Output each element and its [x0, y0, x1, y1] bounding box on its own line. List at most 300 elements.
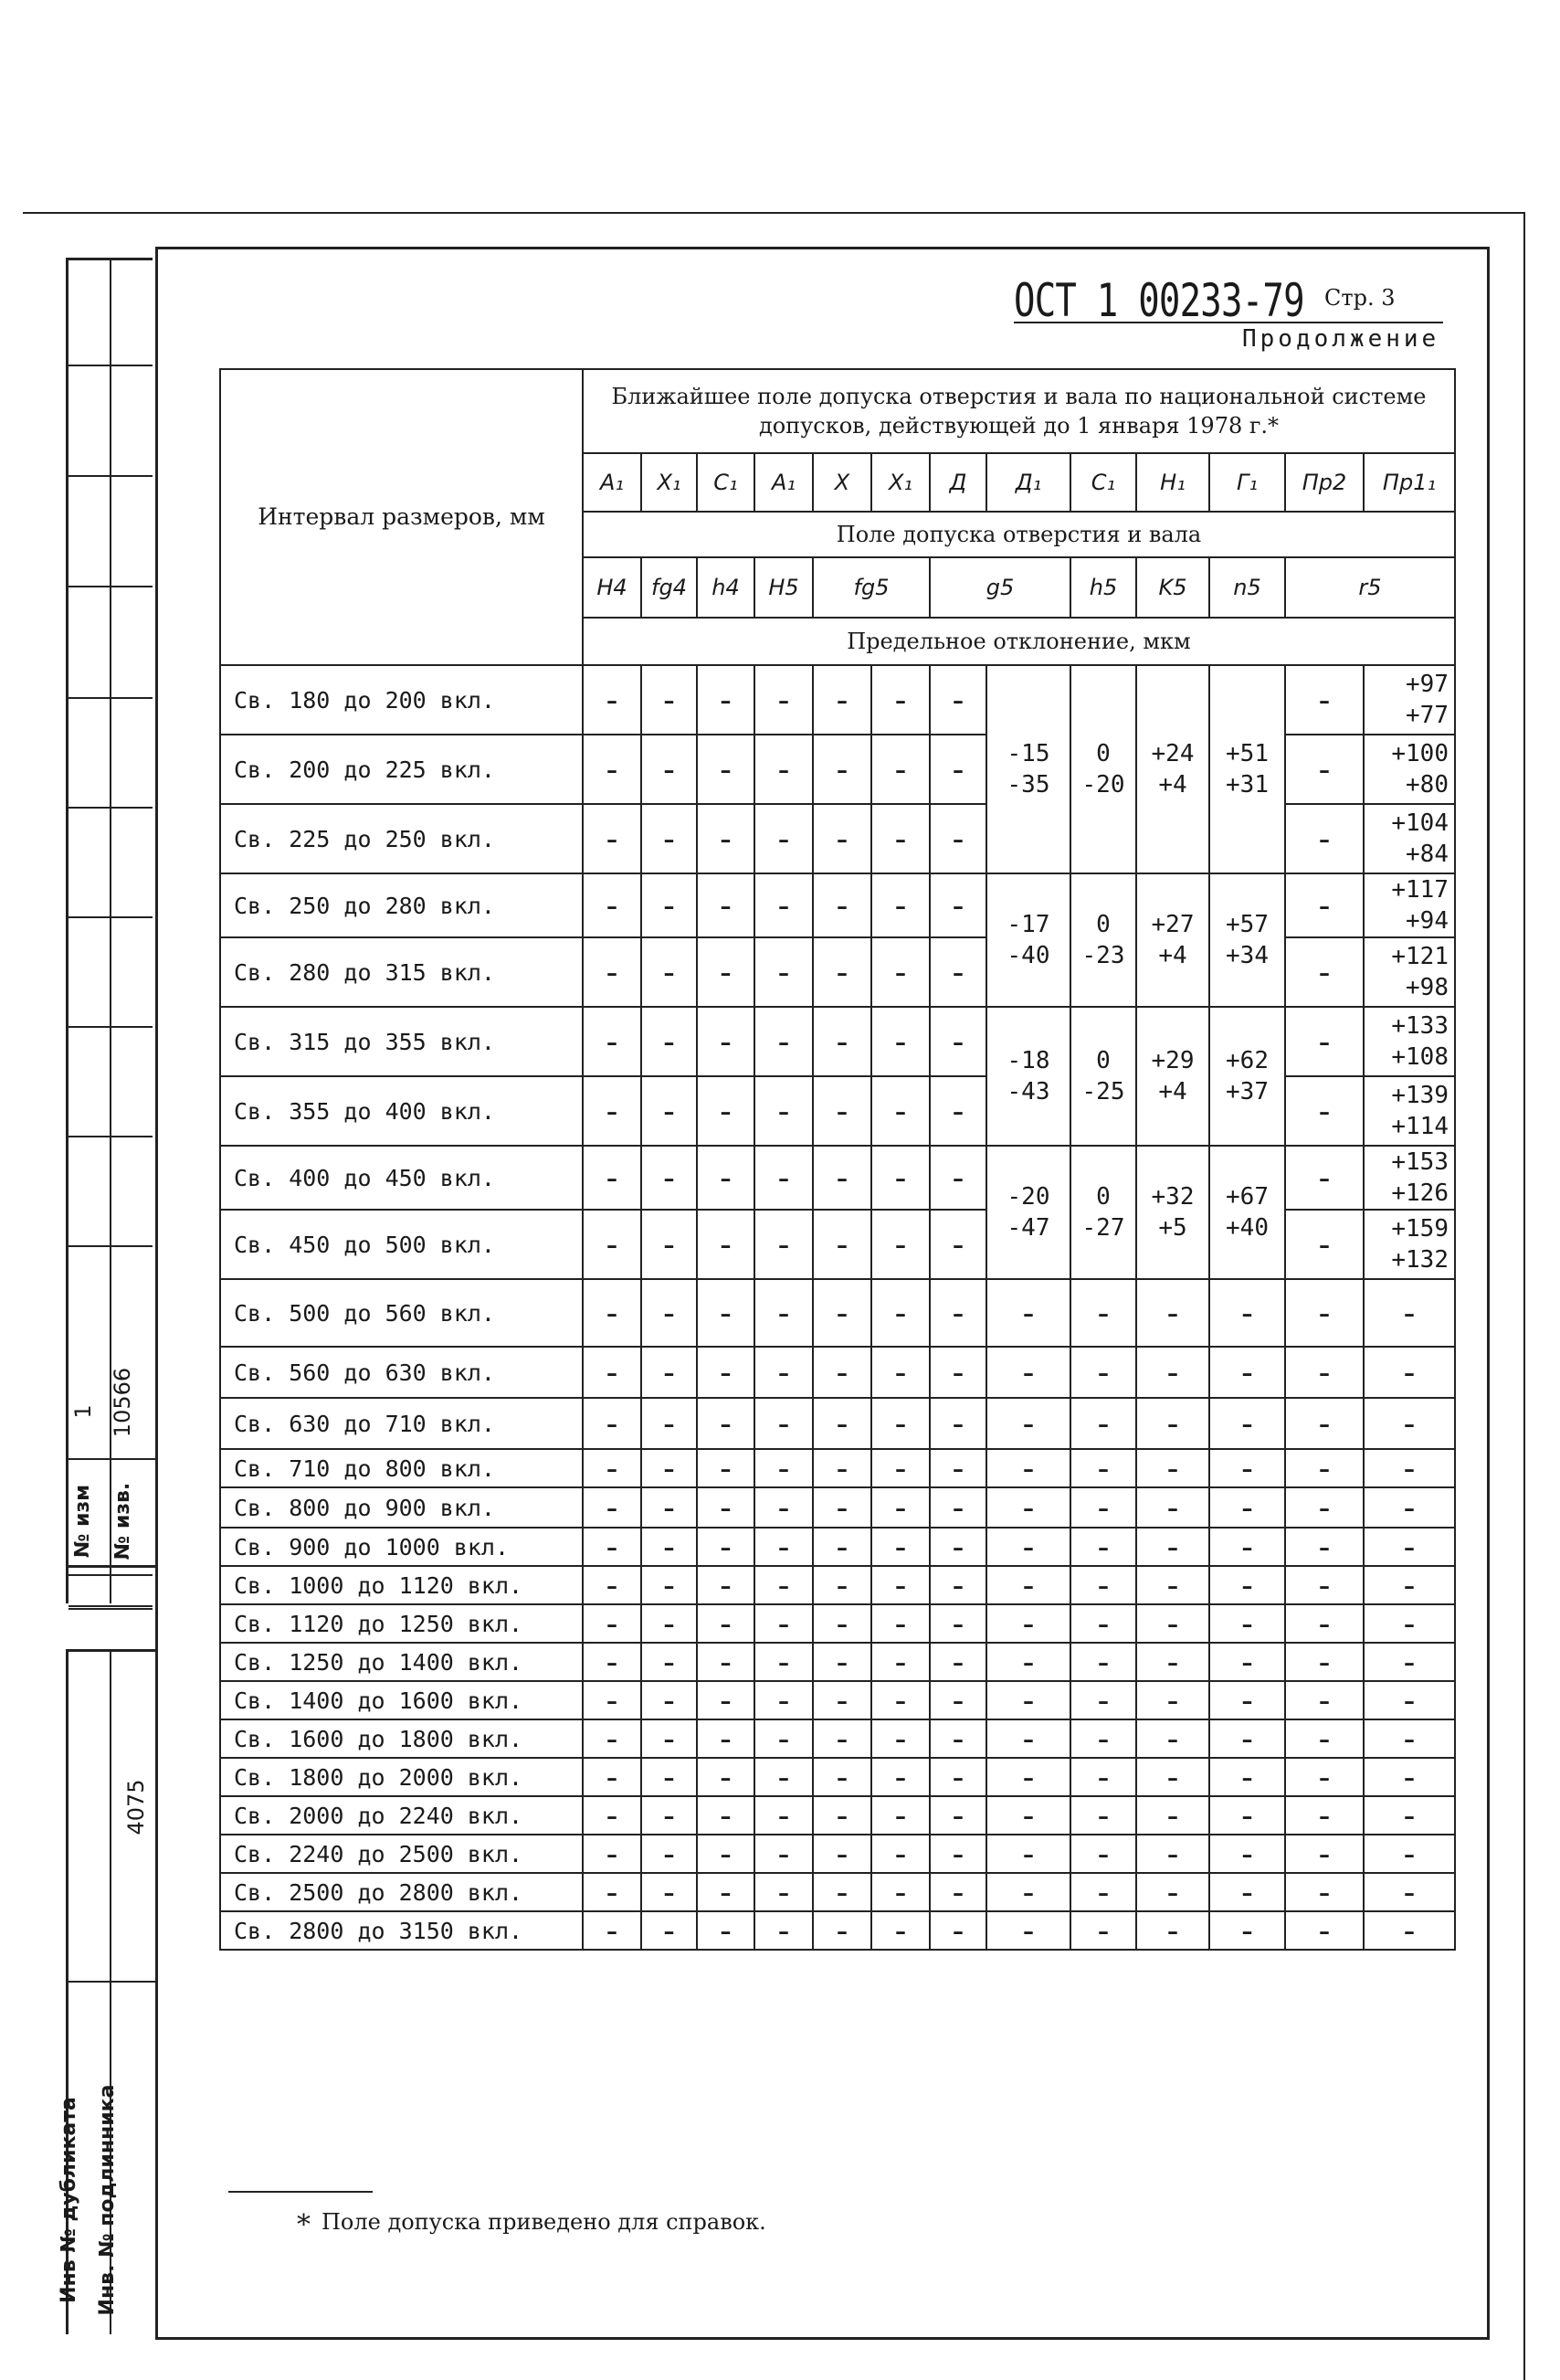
field-cell: g5 — [930, 557, 1070, 618]
dash-cell: – — [641, 1279, 697, 1347]
r5-cell — [1364, 937, 1455, 1007]
dash-cell: – — [1136, 1528, 1209, 1566]
dash-cell: – — [986, 1873, 1070, 1911]
dash-cell: – — [871, 1487, 930, 1528]
interval-header: Интервал размеров, мм — [220, 369, 583, 665]
dash-cell: – — [930, 1566, 986, 1604]
dash-cell: – — [697, 1643, 754, 1681]
pr2-dash-cell: – — [1285, 735, 1364, 804]
field-cell: h4 — [697, 557, 754, 618]
orig-label: Инв. № подлинника — [96, 2084, 119, 2316]
dash-cell: – — [1209, 1566, 1285, 1604]
dash-cell: – — [583, 1796, 641, 1835]
dash-cell: – — [583, 1347, 641, 1398]
dash-cell: – — [871, 804, 930, 873]
dash-cell: – — [1070, 1719, 1136, 1758]
dash-cell: – — [583, 1449, 641, 1487]
dash-cell: – — [1285, 1796, 1364, 1835]
r5-cell — [1364, 1210, 1455, 1279]
interval-cell: Св. 355 до 400 вкл. — [220, 1076, 583, 1146]
dash-cell: – — [697, 1279, 754, 1347]
dash-cell: – — [1209, 1681, 1285, 1719]
dash-cell: – — [813, 1758, 871, 1796]
dash-cell: – — [871, 1398, 930, 1449]
dash-cell: – — [754, 1566, 813, 1604]
dash-cell: – — [1136, 1279, 1209, 1347]
dash-cell: – — [1136, 1398, 1209, 1449]
old-symbol-cell: Д — [930, 453, 986, 512]
dash-cell: – — [986, 1681, 1070, 1719]
r5-value: +121 +98 — [1391, 943, 1449, 1001]
dash-cell: – — [697, 1681, 754, 1719]
dash-cell: – — [754, 1911, 813, 1950]
g5-value-cell — [986, 665, 1070, 873]
footnote — [297, 2209, 766, 2241]
table-row — [220, 1758, 1455, 1796]
field-cell: H4 — [583, 557, 641, 618]
dash-cell: – — [930, 735, 986, 804]
dash-cell: – — [697, 1873, 754, 1911]
pr2-dash-cell: – — [1285, 937, 1364, 1007]
table-row — [220, 873, 1455, 937]
dash-cell: – — [1285, 1911, 1364, 1950]
table-row — [220, 1347, 1455, 1398]
dash-cell: – — [641, 1796, 697, 1835]
interval-cell: Св. 2800 до 3150 вкл. — [220, 1911, 583, 1950]
g5-value: -17 -40 — [1007, 911, 1050, 969]
dash-cell: – — [813, 1835, 871, 1873]
dash-cell: – — [813, 1719, 871, 1758]
dash-cell: – — [1209, 1487, 1285, 1528]
dash-cell: – — [697, 804, 754, 873]
dash-cell: – — [1209, 1347, 1285, 1398]
r5-cell — [1364, 804, 1455, 873]
dash-cell: – — [583, 1604, 641, 1643]
r5-cell — [1364, 1007, 1455, 1076]
dash-cell: – — [930, 1528, 986, 1566]
dash-cell: – — [697, 1911, 754, 1950]
dash-cell: – — [1070, 1643, 1136, 1681]
dash-cell: – — [641, 1643, 697, 1681]
dash-cell: – — [1070, 1566, 1136, 1604]
table-row — [220, 1398, 1455, 1449]
footnote-star: * — [297, 2209, 311, 2241]
dash-cell: – — [930, 1076, 986, 1146]
nearest-field-header: Ближайшее поле допуска отверстия и вала по национальной системе допусков, действующей до 1 января 1978 г.* — [583, 369, 1455, 453]
dash-cell: – — [1285, 1279, 1364, 1347]
dash-cell: – — [813, 1681, 871, 1719]
dash-cell: – — [986, 1566, 1070, 1604]
dash-cell: – — [754, 804, 813, 873]
k5-value-cell — [1136, 873, 1209, 1007]
interval-cell: Св. 400 до 450 вкл. — [220, 1146, 583, 1210]
dash-cell: – — [641, 873, 697, 937]
dash-cell: – — [754, 1796, 813, 1835]
h5-value-cell — [1070, 1146, 1136, 1279]
n5-value: +57 +34 — [1226, 911, 1269, 969]
field-cell: fg4 — [641, 557, 697, 618]
dash-cell: – — [871, 1279, 930, 1347]
interval-cell: Св. 1120 до 1250 вкл. — [220, 1604, 583, 1643]
table-row — [220, 1146, 1455, 1210]
doc-code: ОСТ 1 00233-79 — [1014, 274, 1304, 327]
dash-cell: – — [754, 1076, 813, 1146]
dash-cell: – — [641, 1449, 697, 1487]
dash-cell: – — [986, 1758, 1070, 1796]
dash-cell: – — [697, 1719, 754, 1758]
page-number: Стр. 3 — [1324, 285, 1396, 311]
dash-cell: – — [1070, 1449, 1136, 1487]
dash-cell: – — [1364, 1873, 1455, 1911]
dash-cell: – — [697, 735, 754, 804]
dash-cell: – — [697, 1604, 754, 1643]
r5-value: +153 +126 — [1391, 1148, 1449, 1207]
table-row — [220, 1719, 1455, 1758]
r5-value: +104 +84 — [1391, 809, 1449, 868]
dash-cell: – — [1070, 1681, 1136, 1719]
pr2-dash-cell: – — [1285, 665, 1364, 735]
dash-cell: – — [583, 1566, 641, 1604]
dash-cell: – — [986, 1604, 1070, 1643]
dash-cell: – — [754, 1681, 813, 1719]
interval-cell: Св. 710 до 800 вкл. — [220, 1449, 583, 1487]
table-row — [220, 1449, 1455, 1487]
dash-cell: – — [813, 1873, 871, 1911]
dash-cell: – — [813, 1796, 871, 1835]
dash-cell: – — [641, 1076, 697, 1146]
dash-cell: – — [754, 1528, 813, 1566]
dash-cell: – — [930, 1604, 986, 1643]
dash-cell: – — [930, 873, 986, 937]
dash-cell: – — [754, 1279, 813, 1347]
izv-value: 10566 — [110, 1367, 135, 1438]
dash-cell: – — [583, 1528, 641, 1566]
r5-cell — [1364, 873, 1455, 937]
g5-value-cell — [986, 1007, 1070, 1146]
orig-value: 4075 — [123, 1779, 149, 1835]
g5-value-cell — [986, 873, 1070, 1007]
continuation-label: Продолжение — [1242, 325, 1440, 353]
dash-cell: – — [1209, 1796, 1285, 1835]
field-cell: fg5 — [813, 557, 930, 618]
dash-cell: – — [583, 1487, 641, 1528]
g5-value-cell — [986, 1146, 1070, 1279]
k5-value: +32 +5 — [1151, 1183, 1195, 1242]
dash-cell: – — [930, 1835, 986, 1873]
dash-cell: – — [1209, 1279, 1285, 1347]
k5-value: +27 +4 — [1151, 911, 1195, 969]
dash-cell: – — [754, 1604, 813, 1643]
dash-cell: – — [1209, 1643, 1285, 1681]
dash-cell: – — [697, 1487, 754, 1528]
dash-cell: – — [641, 1604, 697, 1643]
dash-cell: – — [697, 1398, 754, 1449]
dash-cell: – — [986, 1796, 1070, 1835]
dash-cell: – — [813, 1279, 871, 1347]
dash-cell: – — [697, 1835, 754, 1873]
dash-cell: – — [697, 1758, 754, 1796]
dash-cell: – — [871, 873, 930, 937]
r5-value: +133 +108 — [1391, 1012, 1449, 1071]
dash-cell: – — [1364, 1604, 1455, 1643]
dash-cell: – — [813, 1347, 871, 1398]
dash-cell: – — [1285, 1719, 1364, 1758]
dash-cell: – — [871, 1604, 930, 1643]
dash-cell: – — [1364, 1796, 1455, 1835]
sheet-top-border — [23, 212, 1525, 214]
interval-cell: Св. 2000 до 2240 вкл. — [220, 1796, 583, 1835]
dash-cell: – — [641, 1911, 697, 1950]
n5-value: +62 +37 — [1226, 1047, 1269, 1105]
old-symbol-cell: Х₁ — [641, 453, 697, 512]
pr2-dash-cell: – — [1285, 1210, 1364, 1279]
interval-cell: Св. 1000 до 1120 вкл. — [220, 1566, 583, 1604]
n5-value: +67 +40 — [1226, 1183, 1269, 1242]
old-symbol-cell: Х — [813, 453, 871, 512]
dash-cell: – — [1209, 1758, 1285, 1796]
dash-cell: – — [754, 873, 813, 937]
k5-value: +29 +4 — [1151, 1047, 1195, 1105]
dash-cell: – — [583, 1873, 641, 1911]
table-row — [220, 1796, 1455, 1835]
dash-cell: – — [1070, 1796, 1136, 1835]
old-symbol-cell: Н₁ — [1136, 453, 1209, 512]
dash-cell: – — [1364, 1566, 1455, 1604]
dash-cell: – — [813, 1210, 871, 1279]
dash-cell: – — [986, 1347, 1070, 1398]
dash-cell: – — [1136, 1604, 1209, 1643]
dash-cell: – — [871, 1835, 930, 1873]
dash-cell: – — [871, 937, 930, 1007]
dash-cell: – — [813, 1566, 871, 1604]
k5-value-cell — [1136, 1007, 1209, 1146]
pr2-dash-cell: – — [1285, 873, 1364, 937]
h5-value-cell — [1070, 1007, 1136, 1146]
dash-cell: – — [1070, 1347, 1136, 1398]
interval-cell: Св. 2240 до 2500 вкл. — [220, 1835, 583, 1873]
n5-value: +51 +31 — [1226, 740, 1269, 799]
old-symbol-cell: Пр1₁ — [1364, 453, 1455, 512]
dash-cell: – — [641, 735, 697, 804]
dash-cell: – — [1285, 1487, 1364, 1528]
dash-cell: – — [641, 1566, 697, 1604]
dash-cell: – — [813, 804, 871, 873]
dash-cell: – — [871, 1076, 930, 1146]
field-cell: r5 — [1285, 557, 1455, 618]
interval-cell: Св. 560 до 630 вкл. — [220, 1347, 583, 1398]
dash-cell: – — [871, 1347, 930, 1398]
dash-cell: – — [986, 1487, 1070, 1528]
dash-cell: – — [1285, 1643, 1364, 1681]
pr2-dash-cell: – — [1285, 1076, 1364, 1146]
dash-cell: – — [1285, 1347, 1364, 1398]
dash-cell: – — [583, 665, 641, 735]
table-row — [220, 1643, 1455, 1681]
interval-cell: Св. 2500 до 2800 вкл. — [220, 1873, 583, 1911]
dash-cell: – — [641, 1719, 697, 1758]
footnote-text: Поле допуска приведено для справок. — [321, 2209, 766, 2235]
table-row — [220, 665, 1455, 735]
dash-cell: – — [930, 804, 986, 873]
dash-cell: – — [813, 665, 871, 735]
dash-cell: – — [986, 1398, 1070, 1449]
dash-cell: – — [1070, 1873, 1136, 1911]
dash-cell: – — [754, 1758, 813, 1796]
dash-cell: – — [754, 937, 813, 1007]
r5-cell — [1364, 735, 1455, 804]
dash-cell: – — [813, 1528, 871, 1566]
dash-cell: – — [1364, 1347, 1455, 1398]
h5-value: 0 -23 — [1081, 911, 1125, 969]
dash-cell: – — [641, 1873, 697, 1911]
dash-cell: – — [930, 1449, 986, 1487]
pr2-dash-cell: – — [1285, 804, 1364, 873]
r5-cell — [1364, 1146, 1455, 1210]
dash-cell: – — [813, 1487, 871, 1528]
dash-cell: – — [641, 1398, 697, 1449]
dash-cell: – — [583, 1719, 641, 1758]
dash-cell: – — [641, 1835, 697, 1873]
dash-cell: – — [930, 1347, 986, 1398]
dash-cell: – — [754, 1210, 813, 1279]
dash-cell: – — [754, 1007, 813, 1076]
dash-cell: – — [1364, 1835, 1455, 1873]
dash-cell: – — [1364, 1758, 1455, 1796]
dash-cell: – — [697, 1449, 754, 1487]
dash-cell: – — [930, 1487, 986, 1528]
table-row — [220, 1681, 1455, 1719]
dash-cell: – — [1285, 1681, 1364, 1719]
tolerance-table — [219, 368, 1456, 1951]
interval-cell: Св. 225 до 250 вкл. — [220, 804, 583, 873]
dash-cell: – — [641, 937, 697, 1007]
interval-cell: Св. 1800 до 2000 вкл. — [220, 1758, 583, 1796]
dash-cell: – — [583, 1911, 641, 1950]
dash-cell: – — [930, 937, 986, 1007]
dash-cell: – — [641, 665, 697, 735]
dash-cell: – — [641, 1347, 697, 1398]
dash-cell: – — [813, 1643, 871, 1681]
dash-cell: – — [583, 1398, 641, 1449]
dash-cell: – — [583, 873, 641, 937]
dash-cell: – — [583, 1758, 641, 1796]
dash-cell: – — [986, 1719, 1070, 1758]
field-header: Поле допуска отверстия и вала — [583, 512, 1455, 557]
dash-cell: – — [583, 1076, 641, 1146]
dash-cell: – — [754, 1449, 813, 1487]
dash-cell: – — [754, 1873, 813, 1911]
dash-cell: – — [1209, 1604, 1285, 1643]
dash-cell: – — [697, 873, 754, 937]
dash-cell: – — [871, 1758, 930, 1796]
dash-cell: – — [754, 665, 813, 735]
pr2-dash-cell: – — [1285, 1007, 1364, 1076]
dash-cell: – — [641, 1487, 697, 1528]
r5-cell — [1364, 665, 1455, 735]
table-row — [220, 1279, 1455, 1347]
dash-cell: – — [583, 1210, 641, 1279]
dash-cell: – — [1364, 1279, 1455, 1347]
izm-value: 1 — [70, 1404, 96, 1419]
dash-cell: – — [697, 1528, 754, 1566]
dash-cell: – — [1136, 1835, 1209, 1873]
dash-cell: – — [930, 1643, 986, 1681]
h5-value: 0 -27 — [1081, 1183, 1125, 1242]
dash-cell: – — [813, 1604, 871, 1643]
dash-cell: – — [583, 1835, 641, 1873]
dash-cell: – — [754, 1487, 813, 1528]
dash-cell: – — [813, 1007, 871, 1076]
dash-cell: – — [1136, 1643, 1209, 1681]
dash-cell: – — [871, 1719, 930, 1758]
dash-cell: – — [930, 1911, 986, 1950]
dash-cell: – — [1209, 1873, 1285, 1911]
r5-value: +100 +80 — [1391, 740, 1449, 799]
footnote-rule — [228, 2191, 373, 2193]
dash-cell: – — [871, 1796, 930, 1835]
dash-cell: – — [1364, 1528, 1455, 1566]
dash-cell: – — [1209, 1449, 1285, 1487]
g5-value: -15 -35 — [1007, 740, 1050, 799]
interval-cell: Св. 1250 до 1400 вкл. — [220, 1643, 583, 1681]
dash-cell: – — [1070, 1398, 1136, 1449]
interval-cell: Св. 450 до 500 вкл. — [220, 1210, 583, 1279]
table-row — [220, 1528, 1455, 1566]
dash-cell: – — [813, 1449, 871, 1487]
field-cell: h5 — [1070, 557, 1136, 618]
dash-cell: – — [930, 1681, 986, 1719]
dash-cell: – — [583, 735, 641, 804]
dash-cell: – — [641, 1681, 697, 1719]
dash-cell: – — [813, 1398, 871, 1449]
dash-cell: – — [1285, 1873, 1364, 1911]
old-symbol-cell: А₁ — [583, 453, 641, 512]
interval-cell: Св. 315 до 355 вкл. — [220, 1007, 583, 1076]
dash-cell: – — [754, 1347, 813, 1398]
dash-cell: – — [1364, 1398, 1455, 1449]
dash-cell: – — [1285, 1835, 1364, 1873]
n5-value-cell — [1209, 665, 1285, 873]
dash-cell: – — [583, 1681, 641, 1719]
k5-value-cell — [1136, 665, 1209, 873]
h5-value-cell — [1070, 665, 1136, 873]
dash-cell: – — [930, 1146, 986, 1210]
dash-cell: – — [1364, 1719, 1455, 1758]
dash-cell: – — [871, 1681, 930, 1719]
dash-cell: – — [641, 1758, 697, 1796]
dash-cell: – — [986, 1911, 1070, 1950]
dash-cell: – — [1364, 1487, 1455, 1528]
dash-cell: – — [1136, 1347, 1209, 1398]
dash-cell: – — [930, 1279, 986, 1347]
dash-cell: – — [697, 1210, 754, 1279]
dash-cell: – — [871, 1643, 930, 1681]
dash-cell: – — [813, 937, 871, 1007]
dash-cell: – — [986, 1279, 1070, 1347]
old-symbol-cell: С₁ — [697, 453, 754, 512]
interval-cell: Св. 1400 до 1600 вкл. — [220, 1681, 583, 1719]
dash-cell: – — [930, 665, 986, 735]
dash-cell: – — [697, 1796, 754, 1835]
dash-cell: – — [754, 1835, 813, 1873]
dash-cell: – — [754, 1719, 813, 1758]
dash-cell: – — [583, 804, 641, 873]
table-row — [220, 1566, 1455, 1604]
dash-cell: – — [697, 1566, 754, 1604]
dash-cell: – — [871, 1007, 930, 1076]
dash-cell: – — [930, 1873, 986, 1911]
dash-cell: – — [583, 1643, 641, 1681]
